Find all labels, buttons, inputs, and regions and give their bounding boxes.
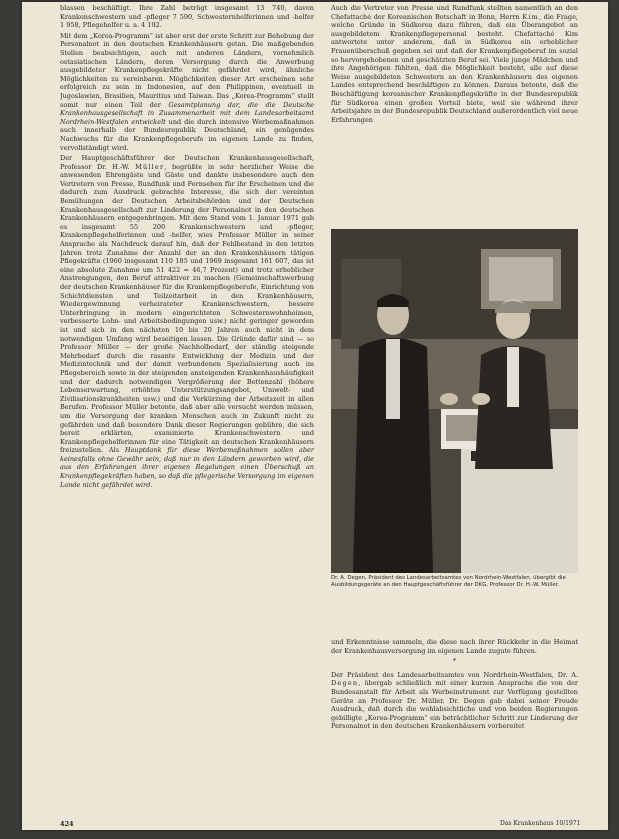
paragraph-text: Der Hauptgeschäftsführer der Deutschen Krankenhausgesellschaft, Professor Dr. H.-W. bbox=[60, 154, 314, 171]
person-name: Degen bbox=[331, 679, 359, 688]
photo-illustration bbox=[331, 229, 578, 573]
right-column-top bbox=[331, 4, 578, 214]
paragraph: und Erkenntnisse sammeln, die diese nach ihrer Rückkehr in die Heimat der Krankenhausversorgung im eigenen Lande zugute führen. bbox=[331, 638, 578, 655]
photo-caption: Dr. A. Degen, Präsident des Landesarbeitsamtes von Nordrhein-Westfalen, übergibt die Ausbildungsgeräte an den Hauptgeschäftsführer der DKG, Professor Dr. H.-W. Müller. bbox=[331, 575, 566, 588]
event-photo bbox=[331, 229, 578, 573]
left-column bbox=[60, 4, 314, 812]
italic-text: Gesamtplanung dar, die die Deutsche Krankenhausgesellschaft in Zusammenarbeit mit dem Landesarbeitsamt Nordrhein-Westfalen entwickelt bbox=[60, 100, 314, 126]
paragraph-text: , begrüßte in sehr herzlicher Weise die anwesenden Ehrengäste und Gäste und dankte insbesondere auch den Vertretern von Presse, Rundfunk und Fernsehen für ihr Erscheinen und die dadurch zum Ausdruck gebrachte Interesse, die sich der vereinten Bemühungen der Deutschen Arbeitsbehörden und der Deutschen Krankenhausgesellschaft zur Linderung der Personalnot in den deutschen Krankenhäusern entgegenbringen. Mit dem Stand vom 1. Januar 1971 gab es insgesamt 55 200 Krankenschwestern und -pfleger, Krankenpflegehelferinnen und -helfer, wies Professor Müller in seiner Ansprache als Nachdruck darauf hin, daß der Fehlbestand in den letzten Jahren trotz Zunahme der Anzahl der an den Krankenhäusern tätigen Pflegekräfte (1960 insgesamt 110 185 und 1969 insgesamt 161 607, das ist eine absolute Zunahme um 51 422 = 46,7 Prozent) und trotz erheblicher Anstrengungen, den Beruf attraktiver zu machen (Gemeinschaftswerbung der deutschen Krankenhäuser für die Krankenpflegeberufe, Einrichtung von Schichtdiensten und Teilzeitarbeit in den Krankenhäusern, Wiedergewinnung verheirateter Krankenschwestern, bessere Unterbringung in modern eingerichteten Schwesternwohnheimen, verbesserte Lohn- und Arbeitsbedingungen usw.) nicht geringer geworden ist und sich in den nächsten 10 bis 20 Jahren auch nicht in dem notwendigen Umfang wird beseitigen lassen. Die Gründe dafür sind — so Professor Müller — der große Nachholbedarf, der ständig steigende Mehrbedarf durch die rasante Entwicklung der Medizin und der Medizintechnik und der damit verbundenen Spezialisierung auch im Pflegebereich sowie in der steigenden ansteigenden Krankenhaushäufigkeit und der dadurch notwendigen Vergrößerung der Bettenzahl (höhere Lebenserwartung, erhöhtes Unterstützungsangebot, Umwelt- und Zivilisationskrankheiten usw.) und die Verkürzung der Arbeitszeit in allen Berufen. Professor Müller betonte, daß aber alle versucht werden müssen, um die Versorgung der kranken Menschen auch in Zukunft nicht zu gefährden und daß besondere Dank dieser Regierungen gebühre, die sich bereit erklärten, examinierte Krankenschwestern und Krankenpflegehelferinnen für eine Tätigkeit an deutschen Krankenhäusern freizustellen. Als bbox=[60, 162, 314, 455]
italic-text: Hauptdank für diese Werbemaßnahmen sollen aber keinesfalls ohne Gewähr sein, daß nur in den Ländern geworben wird, die aus den Erfahrungen ihrer eigenen Regelungen einen Überschuß an Krankenpflegekräften haben, so daß die pflegerische Versorgung im eigenen Lande nicht gefährdet wird. bbox=[60, 446, 314, 489]
magazine-page bbox=[22, 2, 608, 830]
paragraph-text: , die Frage, welche Gründe in Südkorea dazu führen, daß ein Überangebot an ausgebildetem Krankenpflegepersonal besteht. Chefattaché Kim antwortete unter anderem, daß in Südkorea ein erheblicher Frauenüberschuß gegeben sei und daß der Krankenpflegeberuf im sozial so hervorgehobenen und geschätzten Beruf sei. Viele junge Mädchen und ihre Angehörigen fühlten, daß die Möglichkeit besteht, alle auf diese Weise ausgebildeten Schwestern an den Krankenhäusern des eigenen Landes entsprechend beschäftigen zu können. Daraus betonte, daß die Beschäftigung koreanischer Krankenpflegekräfte in der Bundesrepublik für Südkorea einen großen Vorteil biete, weil sie während ihrer Arbeitsjahre in der Bundesrepublik Deutschland außerordentlich viel neue Erfahrungen bbox=[331, 12, 578, 124]
right-column-bottom bbox=[331, 638, 578, 818]
paragraph-text: Auch die Vertreter von Presse und Rundfunk stellten namentlich an den Chefattaché der Koreanischen Botschaft in Bonn, Herrn bbox=[331, 4, 578, 21]
paragraph bbox=[331, 671, 578, 731]
magazine-issue: Das Krankenhaus 10/1971 bbox=[500, 820, 581, 827]
person-name: Kim bbox=[522, 12, 539, 21]
page-number: 424 bbox=[60, 820, 74, 828]
paragraph bbox=[60, 154, 314, 489]
paragraph-text: und die durch intensive Werbemaßnahmen auch innerhalb der Bundesrepublik Deutschland, ein genügendes Nachwuchs für die Krankenpflegeberufe im eigenen Lande zu finden, vervollständigt wird. bbox=[60, 117, 314, 152]
paragraph bbox=[331, 4, 578, 124]
section-endmark: * bbox=[452, 657, 457, 666]
paragraph-text: Mit dem „Korea-Programm“ ist aber erst der erste Schritt zur Behebung der Personalnot in den deutschen Krankenhäusern getan. Die maßgebenden Stellen beabsichtigen, auch mit anderen Ländern, vornehmlich ostasiatischen Ländern, deren Versorgung durch die Anwerbung ausgebildeter Krankenpflegekräfte nicht gefährdet wird, ähnliche Möglichkeiten zu vereinbaren. Möglichkeiten dieser Art erscheinen sehr erfolgreich zu sein in Indonesien, auf den Philippinen, eventuell in Jugoslawien, Brasilien, Mauritius und Taiwan. Das „Korea-Programm“ stellt somit nur einen Teil der bbox=[60, 31, 314, 109]
paragraph: blassen beschäftigt. Ihre Zahl beträgt insgesamt 13 740, davon Krankenschwestern und -pfleger 7 590, Schwesternhelferinnen und -helfer 1 958, Pflegehelfer u. a. 4 192. bbox=[60, 4, 314, 30]
paragraph-text: Der Präsident des Landesarbeitsamtes von Nordrhein-Westfalen, Dr. A. bbox=[331, 670, 578, 679]
person-name: Müller bbox=[135, 162, 165, 171]
paragraph-text: , übergab schließlich mit einer kurzen Ansprache die von der Bundesanstalt für Arbeit als Werbeinstrument zur Verfügung gestellten Geräte an Professor Dr. Müller. Dr. Degen gab dabei seiner Freude Ausdruck, daß durch die wohlabsichtliche und von beiden Regierungen gebilligte „Korea-Programm“ ein beträchtlicher Schritt zur Linderung der Personalnot in den deutschen Krankenhäusern vorbereitet bbox=[331, 679, 578, 731]
paragraph bbox=[60, 32, 314, 152]
